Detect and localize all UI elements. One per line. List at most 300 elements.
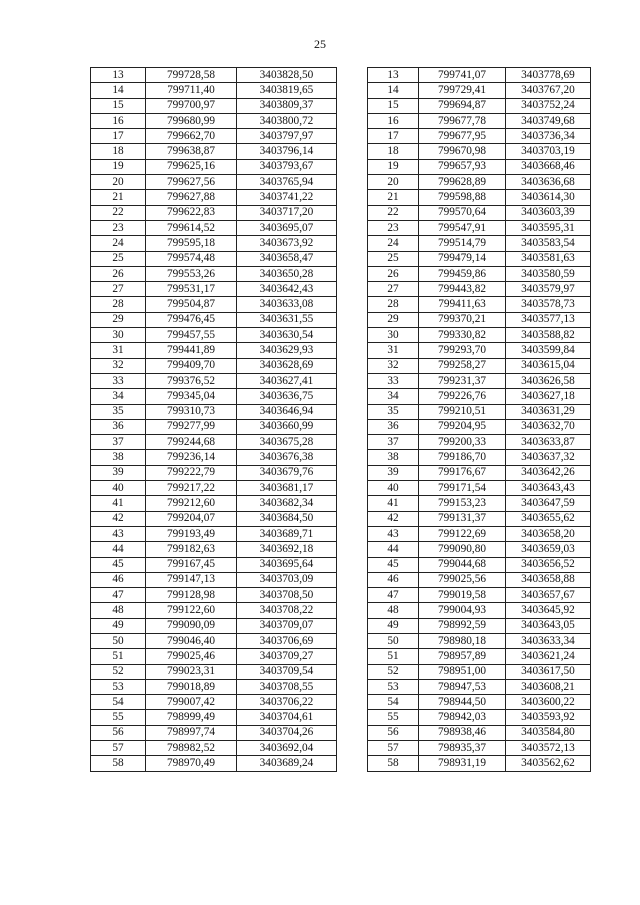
x-coordinate-cell: 799614,52 (146, 220, 237, 235)
table-row (368, 190, 591, 205)
point-number-cell: 17 (91, 129, 146, 144)
point-number-cell: 50 (368, 633, 419, 648)
table-row (368, 496, 591, 511)
table-row (91, 266, 337, 281)
table-row (368, 251, 591, 266)
x-coordinate-cell: 799711,40 (146, 83, 237, 98)
x-coordinate-cell: 799046,40 (146, 633, 237, 648)
table-row (368, 603, 591, 618)
x-coordinate-cell: 799171,54 (419, 481, 506, 496)
x-coordinate-cell: 799186,70 (419, 450, 506, 465)
point-number-cell: 52 (368, 664, 419, 679)
point-number-cell: 55 (368, 710, 419, 725)
x-coordinate-cell: 799176,67 (419, 465, 506, 480)
y-coordinate-cell: 3403655,62 (506, 511, 591, 526)
y-coordinate-cell: 3403658,47 (237, 251, 337, 266)
table-row (368, 282, 591, 297)
point-number-cell: 25 (91, 251, 146, 266)
y-coordinate-cell: 3403828,50 (237, 68, 337, 83)
coordinates-table-right (367, 67, 591, 772)
x-coordinate-cell: 799628,89 (419, 175, 506, 190)
point-number-cell: 58 (368, 756, 419, 771)
point-number-cell: 48 (368, 603, 419, 618)
x-coordinate-cell: 799670,98 (419, 144, 506, 159)
x-coordinate-cell: 799019,58 (419, 588, 506, 603)
point-number-cell: 44 (91, 542, 146, 557)
point-number-cell: 57 (368, 741, 419, 756)
table-row (368, 312, 591, 327)
point-number-cell: 53 (368, 679, 419, 694)
point-number-cell: 23 (91, 220, 146, 235)
table-row (91, 373, 337, 388)
y-coordinate-cell: 3403752,24 (506, 98, 591, 113)
point-number-cell: 50 (91, 633, 146, 648)
point-number-cell: 54 (91, 695, 146, 710)
point-number-cell: 42 (91, 511, 146, 526)
y-coordinate-cell: 3403689,24 (237, 756, 337, 771)
table-row (368, 450, 591, 465)
point-number-cell: 30 (91, 328, 146, 343)
y-coordinate-cell: 3403660,99 (237, 419, 337, 434)
table-row (91, 312, 337, 327)
point-number-cell: 56 (368, 725, 419, 740)
y-coordinate-cell: 3403708,55 (237, 679, 337, 694)
table-row (368, 710, 591, 725)
x-coordinate-cell: 798931,19 (419, 756, 506, 771)
y-coordinate-cell: 3403581,63 (506, 251, 591, 266)
x-coordinate-cell: 799090,09 (146, 618, 237, 633)
table-row (368, 557, 591, 572)
point-number-cell: 27 (368, 282, 419, 297)
table-row (91, 113, 337, 128)
x-coordinate-cell: 798935,37 (419, 741, 506, 756)
y-coordinate-cell: 3403579,97 (506, 282, 591, 297)
x-coordinate-cell: 799662,70 (146, 129, 237, 144)
y-coordinate-cell: 3403778,69 (506, 68, 591, 83)
x-coordinate-cell: 799167,45 (146, 557, 237, 572)
x-coordinate-cell: 799345,04 (146, 389, 237, 404)
x-coordinate-cell: 798957,89 (419, 649, 506, 664)
table-row (368, 526, 591, 541)
x-coordinate-cell: 799574,48 (146, 251, 237, 266)
table-row (91, 98, 337, 113)
x-coordinate-cell: 799553,26 (146, 266, 237, 281)
y-coordinate-cell: 3403704,26 (237, 725, 337, 740)
table-row (368, 664, 591, 679)
point-number-cell: 44 (368, 542, 419, 557)
point-number-cell: 15 (368, 98, 419, 113)
point-number-cell: 41 (368, 496, 419, 511)
table-row (91, 190, 337, 205)
y-coordinate-cell: 3403682,34 (237, 496, 337, 511)
table-row (91, 220, 337, 235)
y-coordinate-cell: 3403645,92 (506, 603, 591, 618)
point-number-cell: 53 (91, 679, 146, 694)
point-number-cell: 26 (91, 266, 146, 281)
table-row (368, 297, 591, 312)
point-number-cell: 54 (368, 695, 419, 710)
table-row (91, 588, 337, 603)
x-coordinate-cell: 799258,27 (419, 358, 506, 373)
point-number-cell: 18 (91, 144, 146, 159)
point-number-cell: 45 (91, 557, 146, 572)
y-coordinate-cell: 3403643,05 (506, 618, 591, 633)
y-coordinate-cell: 3403736,34 (506, 129, 591, 144)
y-coordinate-cell: 3403650,28 (237, 266, 337, 281)
y-coordinate-cell: 3403593,92 (506, 710, 591, 725)
table-row (368, 756, 591, 771)
table-row (91, 695, 337, 710)
y-coordinate-cell: 3403614,30 (506, 190, 591, 205)
table-row (368, 419, 591, 434)
table-row (91, 389, 337, 404)
y-coordinate-cell: 3403676,38 (237, 450, 337, 465)
x-coordinate-cell: 799625,16 (146, 159, 237, 174)
y-coordinate-cell: 3403709,27 (237, 649, 337, 664)
y-coordinate-cell: 3403704,61 (237, 710, 337, 725)
x-coordinate-cell: 799443,82 (419, 282, 506, 297)
x-coordinate-cell: 799204,95 (419, 419, 506, 434)
y-coordinate-cell: 3403679,76 (237, 465, 337, 480)
x-coordinate-cell: 798970,49 (146, 756, 237, 771)
point-number-cell: 41 (91, 496, 146, 511)
point-number-cell: 21 (368, 190, 419, 205)
y-coordinate-cell: 3403708,50 (237, 588, 337, 603)
point-number-cell: 40 (368, 481, 419, 496)
x-coordinate-cell: 799622,83 (146, 205, 237, 220)
point-number-cell: 38 (368, 450, 419, 465)
table-row (368, 404, 591, 419)
y-coordinate-cell: 3403709,07 (237, 618, 337, 633)
table-row (91, 741, 337, 756)
table-row (91, 526, 337, 541)
y-coordinate-cell: 3403627,41 (237, 373, 337, 388)
y-coordinate-cell: 3403709,54 (237, 664, 337, 679)
x-coordinate-cell: 799025,56 (419, 572, 506, 587)
y-coordinate-cell: 3403583,54 (506, 236, 591, 251)
x-coordinate-cell: 799231,37 (419, 373, 506, 388)
x-coordinate-cell: 799376,52 (146, 373, 237, 388)
y-coordinate-cell: 3403608,21 (506, 679, 591, 694)
y-coordinate-cell: 3403656,52 (506, 557, 591, 572)
point-number-cell: 20 (368, 175, 419, 190)
y-coordinate-cell: 3403632,70 (506, 419, 591, 434)
table-row (368, 618, 591, 633)
x-coordinate-cell: 799153,23 (419, 496, 506, 511)
point-number-cell: 13 (91, 68, 146, 83)
y-coordinate-cell: 3403642,43 (237, 282, 337, 297)
point-number-cell: 45 (368, 557, 419, 572)
table-row (368, 159, 591, 174)
point-number-cell: 32 (91, 358, 146, 373)
table-row (91, 572, 337, 587)
table-row (91, 205, 337, 220)
x-coordinate-cell: 799677,95 (419, 129, 506, 144)
y-coordinate-cell: 3403642,26 (506, 465, 591, 480)
y-coordinate-cell: 3403681,17 (237, 481, 337, 496)
point-number-cell: 31 (91, 343, 146, 358)
point-number-cell: 33 (368, 373, 419, 388)
table-row (91, 343, 337, 358)
table-row (91, 282, 337, 297)
table-row (91, 557, 337, 572)
y-coordinate-cell: 3403595,31 (506, 220, 591, 235)
point-number-cell: 49 (368, 618, 419, 633)
x-coordinate-cell: 799212,60 (146, 496, 237, 511)
point-number-cell: 51 (368, 649, 419, 664)
table-row (368, 220, 591, 235)
y-coordinate-cell: 3403659,03 (506, 542, 591, 557)
x-coordinate-cell: 799004,93 (419, 603, 506, 618)
table-row (368, 98, 591, 113)
x-coordinate-cell: 799504,87 (146, 297, 237, 312)
y-coordinate-cell: 3403636,75 (237, 389, 337, 404)
x-coordinate-cell: 799007,42 (146, 695, 237, 710)
y-coordinate-cell: 3403658,88 (506, 572, 591, 587)
x-coordinate-cell: 799131,37 (419, 511, 506, 526)
y-coordinate-cell: 3403627,18 (506, 389, 591, 404)
point-number-cell: 19 (368, 159, 419, 174)
table-row (368, 465, 591, 480)
coordinates-table-left (90, 67, 337, 772)
x-coordinate-cell: 798980,18 (419, 633, 506, 648)
point-number-cell: 56 (91, 725, 146, 740)
y-coordinate-cell: 3403793,67 (237, 159, 337, 174)
x-coordinate-cell: 799514,79 (419, 236, 506, 251)
table-row (91, 450, 337, 465)
x-coordinate-cell: 799729,41 (419, 83, 506, 98)
table-row (91, 756, 337, 771)
point-number-cell: 22 (368, 205, 419, 220)
x-coordinate-cell: 799018,89 (146, 679, 237, 694)
x-coordinate-cell: 799236,14 (146, 450, 237, 465)
point-number-cell: 28 (91, 297, 146, 312)
table-row (368, 572, 591, 587)
point-number-cell: 31 (368, 343, 419, 358)
table-row (91, 358, 337, 373)
x-coordinate-cell: 799531,17 (146, 282, 237, 297)
point-number-cell: 57 (91, 741, 146, 756)
y-coordinate-cell: 3403675,28 (237, 435, 337, 450)
table-row (368, 205, 591, 220)
y-coordinate-cell: 3403617,50 (506, 664, 591, 679)
table-row (368, 175, 591, 190)
x-coordinate-cell: 799479,14 (419, 251, 506, 266)
point-number-cell: 25 (368, 251, 419, 266)
x-coordinate-cell: 799226,76 (419, 389, 506, 404)
table-row (91, 725, 337, 740)
y-coordinate-cell: 3403809,37 (237, 98, 337, 113)
y-coordinate-cell: 3403819,65 (237, 83, 337, 98)
point-number-cell: 26 (368, 266, 419, 281)
table-row (368, 113, 591, 128)
x-coordinate-cell: 799044,68 (419, 557, 506, 572)
point-number-cell: 49 (91, 618, 146, 633)
x-coordinate-cell: 799370,21 (419, 312, 506, 327)
point-number-cell: 42 (368, 511, 419, 526)
point-number-cell: 37 (91, 435, 146, 450)
table-row (368, 542, 591, 557)
y-coordinate-cell: 3403600,22 (506, 695, 591, 710)
point-number-cell: 18 (368, 144, 419, 159)
table-row (368, 389, 591, 404)
point-number-cell: 13 (368, 68, 419, 83)
page-number: 25 (314, 37, 326, 51)
y-coordinate-cell: 3403689,71 (237, 526, 337, 541)
point-number-cell: 22 (91, 205, 146, 220)
point-number-cell: 14 (368, 83, 419, 98)
point-number-cell: 34 (91, 389, 146, 404)
table-row (91, 664, 337, 679)
y-coordinate-cell: 3403796,14 (237, 144, 337, 159)
point-number-cell: 48 (91, 603, 146, 618)
table-row (368, 328, 591, 343)
x-coordinate-cell: 799741,07 (419, 68, 506, 83)
y-coordinate-cell: 3403628,69 (237, 358, 337, 373)
point-number-cell: 36 (368, 419, 419, 434)
point-number-cell: 47 (368, 588, 419, 603)
point-number-cell: 33 (91, 373, 146, 388)
table-row (91, 679, 337, 694)
x-coordinate-cell: 799277,99 (146, 419, 237, 434)
table-row (91, 328, 337, 343)
x-coordinate-cell: 799476,45 (146, 312, 237, 327)
x-coordinate-cell: 799182,63 (146, 542, 237, 557)
x-coordinate-cell: 798951,00 (419, 664, 506, 679)
y-coordinate-cell: 3403631,55 (237, 312, 337, 327)
table-row (91, 159, 337, 174)
x-coordinate-cell: 799657,93 (419, 159, 506, 174)
point-number-cell: 29 (91, 312, 146, 327)
x-coordinate-cell: 798992,59 (419, 618, 506, 633)
table-row (91, 465, 337, 480)
y-coordinate-cell: 3403637,32 (506, 450, 591, 465)
point-number-cell: 24 (91, 236, 146, 251)
point-number-cell: 34 (368, 389, 419, 404)
y-coordinate-cell: 3403658,20 (506, 526, 591, 541)
y-coordinate-cell: 3403633,34 (506, 633, 591, 648)
table-row (368, 144, 591, 159)
y-coordinate-cell: 3403584,80 (506, 725, 591, 740)
table-row (368, 343, 591, 358)
point-number-cell: 20 (91, 175, 146, 190)
x-coordinate-cell: 799411,63 (419, 297, 506, 312)
table-row (368, 679, 591, 694)
point-number-cell: 39 (368, 465, 419, 480)
point-number-cell: 16 (368, 113, 419, 128)
table-row (368, 481, 591, 496)
point-number-cell: 46 (368, 572, 419, 587)
point-number-cell: 23 (368, 220, 419, 235)
table-row (368, 373, 591, 388)
x-coordinate-cell: 799147,13 (146, 572, 237, 587)
x-coordinate-cell: 798944,50 (419, 695, 506, 710)
y-coordinate-cell: 3403633,87 (506, 435, 591, 450)
y-coordinate-cell: 3403706,69 (237, 633, 337, 648)
x-coordinate-cell: 799122,60 (146, 603, 237, 618)
table-row (91, 481, 337, 496)
table-row (91, 297, 337, 312)
x-coordinate-cell: 799025,46 (146, 649, 237, 664)
x-coordinate-cell: 799570,64 (419, 205, 506, 220)
y-coordinate-cell: 3403695,07 (237, 220, 337, 235)
x-coordinate-cell: 799457,55 (146, 328, 237, 343)
point-number-cell: 40 (91, 481, 146, 496)
point-number-cell: 51 (91, 649, 146, 664)
y-coordinate-cell: 3403631,29 (506, 404, 591, 419)
table-row (91, 710, 337, 725)
table-row (91, 511, 337, 526)
table-row (91, 175, 337, 190)
table-row (368, 129, 591, 144)
x-coordinate-cell: 799128,98 (146, 588, 237, 603)
y-coordinate-cell: 3403717,20 (237, 205, 337, 220)
x-coordinate-cell: 799459,86 (419, 266, 506, 281)
x-coordinate-cell: 799409,70 (146, 358, 237, 373)
table-row (91, 496, 337, 511)
x-coordinate-cell: 799222,79 (146, 465, 237, 480)
point-number-cell: 58 (91, 756, 146, 771)
x-coordinate-cell: 798997,74 (146, 725, 237, 740)
point-number-cell: 17 (368, 129, 419, 144)
x-coordinate-cell: 799244,68 (146, 435, 237, 450)
y-coordinate-cell: 3403684,50 (237, 511, 337, 526)
table-row (91, 68, 337, 83)
point-number-cell: 32 (368, 358, 419, 373)
point-number-cell: 27 (91, 282, 146, 297)
table-row (91, 419, 337, 434)
table-row (368, 588, 591, 603)
x-coordinate-cell: 799217,22 (146, 481, 237, 496)
table-row (368, 236, 591, 251)
point-number-cell: 47 (91, 588, 146, 603)
table-row (91, 618, 337, 633)
y-coordinate-cell: 3403588,82 (506, 328, 591, 343)
y-coordinate-cell: 3403577,13 (506, 312, 591, 327)
table-row (91, 236, 337, 251)
y-coordinate-cell: 3403615,04 (506, 358, 591, 373)
x-coordinate-cell: 798999,49 (146, 710, 237, 725)
point-number-cell: 21 (91, 190, 146, 205)
x-coordinate-cell: 799598,88 (419, 190, 506, 205)
table-row (91, 83, 337, 98)
table-row (368, 741, 591, 756)
table-row (368, 725, 591, 740)
x-coordinate-cell: 799627,56 (146, 175, 237, 190)
table-row (91, 404, 337, 419)
table-row (368, 649, 591, 664)
point-number-cell: 30 (368, 328, 419, 343)
table-row (91, 251, 337, 266)
point-number-cell: 38 (91, 450, 146, 465)
y-coordinate-cell: 3403767,20 (506, 83, 591, 98)
x-coordinate-cell: 799193,49 (146, 526, 237, 541)
x-coordinate-cell: 799204,07 (146, 511, 237, 526)
table-row (91, 633, 337, 648)
table-row (91, 435, 337, 450)
y-coordinate-cell: 3403603,39 (506, 205, 591, 220)
y-coordinate-cell: 3403621,24 (506, 649, 591, 664)
point-number-cell: 19 (91, 159, 146, 174)
y-coordinate-cell: 3403668,46 (506, 159, 591, 174)
point-number-cell: 14 (91, 83, 146, 98)
x-coordinate-cell: 799210,51 (419, 404, 506, 419)
y-coordinate-cell: 3403630,54 (237, 328, 337, 343)
x-coordinate-cell: 798942,03 (419, 710, 506, 725)
table-row (368, 695, 591, 710)
point-number-cell: 15 (91, 98, 146, 113)
x-coordinate-cell: 799330,82 (419, 328, 506, 343)
